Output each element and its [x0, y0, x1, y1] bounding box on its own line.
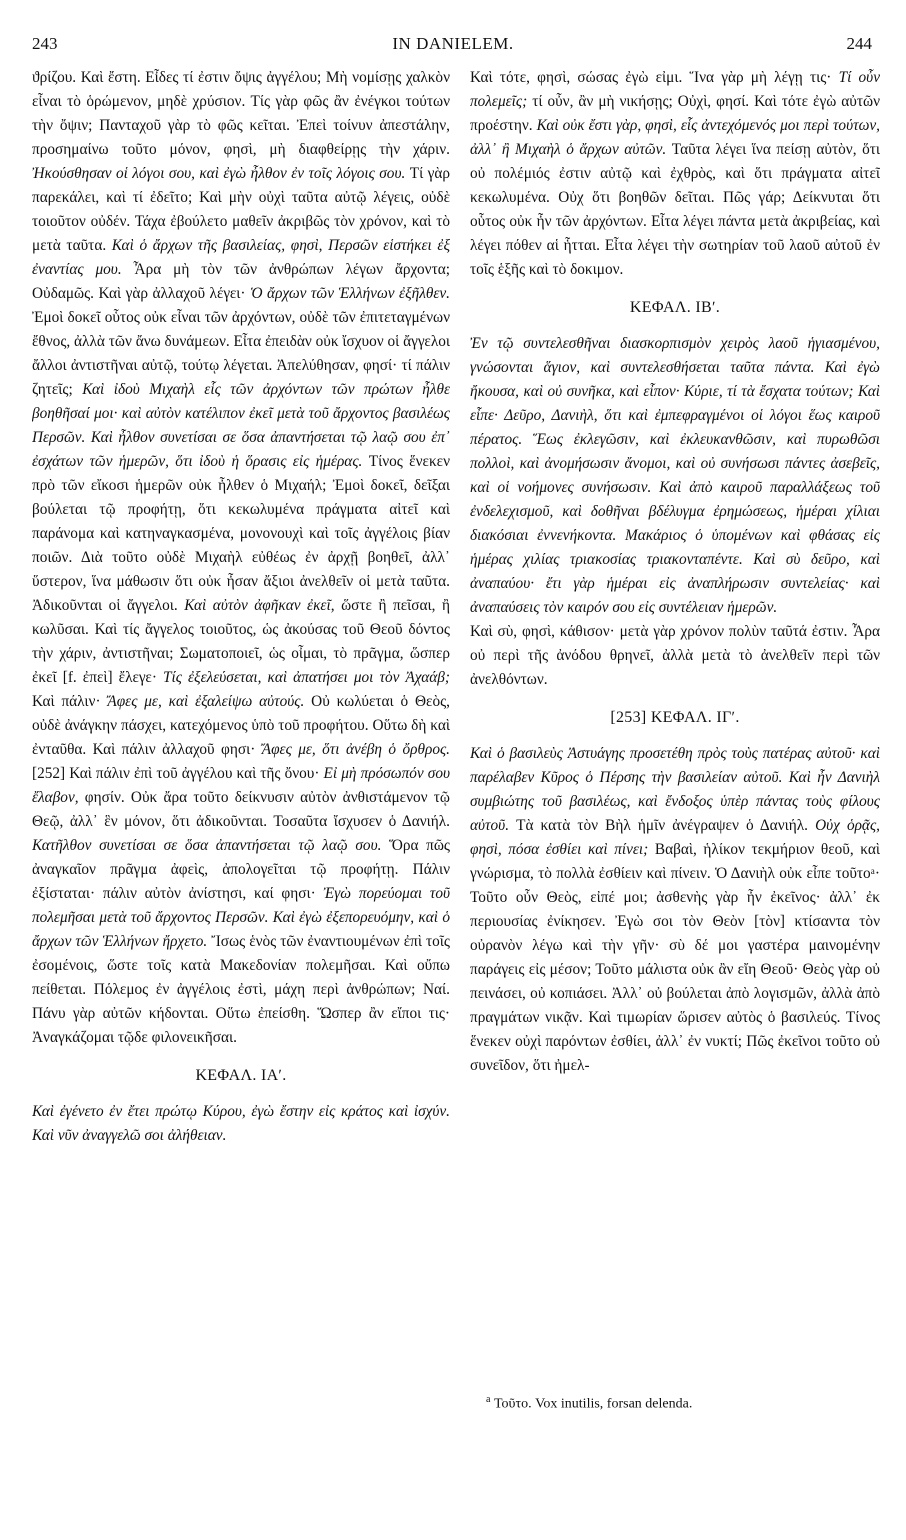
text: Τίνος ἕνεκεν πρὸ τῶν εἴκοσι ἡμερῶν οὐκ ἦλθεν ὁ Μιχαήλ; Ἐμοὶ δοκεῖ, δεῖξαι βούλεται τῷ προφήτῃ, ὅτι κεκωλυμένα πράγματα αἰτεῖ καὶ παράνομα καὶ κατηναγκασμένα, μονονουχὶ καὶ τοῖς ἀγγέλοις βίαν ποιῶν. Διὰ τοῦτο οὐδὲ Μιχαὴλ εὐθέως ἐν ἀρχῇ βοηθεῖ, ἀλλ᾿ ὕστερον, ἵνα μάθωσιν ὅτι οὐκ ἦσαν ἄξιοι ἀνελθεῖν οἱ μετὰ ταῦτα. Ἀδικοῦνται οἱ ἄγγελοι. — [32, 453, 450, 614]
text: Ἆρα μὴ τὸν τῶν ἀνθρώπων λέγων ἄρχοντα; Οὐδαμῶς. Καὶ γὰρ ἀλλαχοῦ λέγει· — [32, 261, 450, 302]
scripture-quote: Τί οὖν πολεμεῖς; — [470, 69, 880, 110]
footnote — [486, 1394, 876, 1413]
text: ὥστε ἢ πεῖσαι, ἢ κωλῦσαι. Καὶ τίς ἄγγελος τοιοῦτος, ὡς ἀκούσας τοῦ Θεοῦ δόντος τὴν χάριν, ἀντιστῆναι; Σωματοποιεῖ, ὡς οἶμαι, τὸ πρᾶγμα, ὥσπερ ἐκεῖ [f. ἐπεὶ] ἔλεγε· — [32, 597, 450, 686]
text: τί οὖν, ἂν μὴ νικήσῃς; Οὐχὶ, φησί. Καὶ τότε ἐγὼ αὐτῶν προέστην. — [470, 93, 880, 134]
left-text-block — [32, 66, 450, 1050]
scripture-quote: Καὶ ὁ ἄρχων τῆς βασιλείας, φησὶ, Περσῶν εἱστήκει ἐξ ἐναντίας μου. — [32, 237, 450, 278]
scripture-quote: Εἰ μὴ πρόσωπόν σου ἔλαβον, — [32, 765, 450, 806]
running-title: IN DANIELEM. — [392, 34, 514, 53]
right-page-number: 244 — [846, 34, 872, 53]
scripture-quote: Τίς ἐξελεύσεται, καὶ ἀπατήσει μοι τὸν Ἀχαάβ; — [162, 669, 450, 686]
running-header — [30, 34, 876, 60]
scripture-quote: Ἄφες με, καὶ ἐξαλείψω αὐτούς. — [107, 693, 312, 710]
text: Οὐ κωλύεται ὁ Θεὸς, οὐδὲ ἀνάγκην πάσχει, κατεχόμενος ὑπὸ τοῦ προφήτου. Οὕτω δὴ καὶ ἐνταῦθα. Καὶ πάλιν ἀλλαχοῦ φησι· — [32, 693, 450, 758]
scripture-quote: Καὶ αὐτὸν ἀφῆκαν ἐκεῖ, — [184, 597, 342, 614]
text: Ἐμοὶ δοκεῖ οὗτος οὐκ εἶναι τῶν ἀρχόντων, οὐδὲ τῶν ἐπιτεταγμένων ἔθνος, ἀλλὰ τῶν ἄνω δυνάμεων. Εἶτα ἐπειδὰν οὐκ ἴσχυον οἱ ἄγγελοι ἄλλοι ἀντιστῆναι αὐτῷ, τούτῳ λέγεται. Ἀπελύθησαν, φησί· τί πάλιν ζητεῖς; — [32, 309, 450, 398]
text: ϑρίζου. Καὶ ἔστη. Εἶδες τί ἐστιν ὄψις ἀγγέλου; Μὴ νομίσῃς χαλκὸν εἶναι τὸ ὁρώμενον, μηδὲ χρύσιον. Τίς γὰρ φῶς ἂν ἐνέγκοι τούτων τὴν ὄψιν; Πανταχοῦ γὰρ τὸ φῶς κεῖται. Ἐπεὶ τοίνυν ἀπεστάλην, προσημαίνω τοῦτο μόνον, φησὶ, μὴ διαφθείρῃς τὴν χάριν. — [32, 69, 450, 158]
scripture-quote: Ἄφες με, ὅτι ἀνέβη ὁ ὄρθρος. — [261, 741, 450, 758]
scripture-quote: Οὐχ ὁρᾷς, φησὶ, πόσα ἐσθίει καὶ πίνει; — [470, 817, 880, 858]
chapter-heading: ΚΕΦΑΛ. ΙΒʹ. — [629, 299, 721, 316]
text: [252] Καὶ πάλιν ἐπὶ τοῦ ἀγγέλου καὶ τῆς ὄνου· — [32, 765, 324, 782]
right-text-block — [470, 742, 880, 1078]
chapter-heading: ΚΕΦΑΛ. ΙΑʹ. — [195, 1067, 287, 1084]
chapter-lemma: Καὶ ὁ βασιλεὺς Ἀστυάγης προσετέθη πρὸς τοὺς πατέρας αὐτοῦ· καὶ παρέλαβεν Κῦρος ὁ Πέρσης τὴν βασιλείαν αὐτοῦ. Καὶ ἦν Δανιὴλ συμβιώτης τοῦ βασιλέως, καὶ ἔνδοξος ὑπὲρ πάντας τοὺς φίλους αὐτοῦ. — [470, 745, 880, 834]
text: φησίν. Οὐκ ἄρα τοῦτο δείκνυσιν αὐτὸν ἀνθιστάμενον τῷ Θεῷ, ἀλλ᾿ ἓν μόνον, ὅτι ἀδικοῦνται. Τοσαῦτα ἴσχυσεν ὁ Δανιήλ. — [32, 789, 450, 830]
text: Τὰ κατὰ τὸν Βὴλ ἡμῖν ἀνέγραψεν ὁ Δανιήλ. — [516, 817, 816, 834]
text: Ταῦτα λέγει ἵνα πείσῃ αὐτὸν, ὅτι οὐ πολέμιός ἐστιν αὐτῷ καὶ ἐχθρὸς, καὶ ὅτι πράγματα αἰτεῖ κεκωλυμένα. Οὐχ ὅτι βοηθῶν δεῖται. Πῶς γάρ; Δείκνυται ὅτι οὗτος οὐκ ἦν τῶν ἀρχόντων. Εἶτα λέγει πάντα μετὰ ἀκριβείας, καὶ λέγει πόθεν αἱ ἧτται. Εἶτα λέγει τὴν σωτηρίαν τοῦ λαοῦ αὐτοῦ ἐν τοῖς ἑξῆς καὶ τὸ δοκιμον. — [470, 141, 880, 278]
scripture-quote: Ἠκούσθησαν οἱ λόγοι σου, καὶ ἐγὼ ἦλθον ἐν τοῖς λόγοις σου. — [32, 165, 410, 182]
right-column — [470, 66, 880, 1456]
text: Ὅρα πῶς ἀναγκαῖον πρᾶγμα ἀφεὶς, ἀπολογεῖται τῷ προφήτῃ. Πάλιν ἐξίσταται· πάλιν αὐτὸν ἀνίστησι, καί φησι· — [32, 837, 450, 902]
chapter-heading: [253] ΚΕΦΑΛ. ΙΓʹ. — [610, 709, 740, 726]
chapter-lemma: Ἐν τῷ συντελεσθῆναι διασκορπισμὸν χειρὸς λαοῦ ἡγιασμένου, γνώσονται ἅγιον, καὶ συντελεσθήσεται ταῦτα πάντα. Καὶ ἐγὼ ἤκουσα, καὶ οὐ συνῆκα, καὶ εἶπον· Κύριε, τί τὰ ἔσχατα τούτων; Καὶ εἶπε· Δεῦρο, Δανιὴλ, ὅτι καὶ ἐμπεφραγμένοι οἱ λόγοι ἕως καιροῦ πέρατος. Ἕως ἐκλεγῶσιν, καὶ ἐκλευκανθῶσιν, καὶ πυρωθῶσι πολλοὶ, καὶ ἀνομήσωσιν ἄνομοι, καὶ οὐ συνήσωσι πάντες ἀσεβεῖς, καὶ οἱ νοήμονες συνήσωσιν. Καὶ ἀπὸ καιροῦ παραλλάξεως τοῦ ἐνδελεχισμοῦ, καὶ δοθῆναι βδέλυγμα ἐρημώσεως, ἡμέραι χίλιαι διακόσιαι ἐννενήκοντα. Μακάριος ὁ ὑπομένων καὶ φθάσας εἰς ἡμέρας χιλίας τριακοσίας τριακονταπέντε. Καὶ σὺ δεῦρο, καὶ ἀναπαύου· ἔτι γὰρ ἡμέραι εἰς ἀναπλήρωσιν συντελείας· καὶ ἀναπαύσεις τὸν καιρόν σου εἰς συντέλειαν ἡμερῶν. — [470, 335, 880, 616]
text: Βαβαὶ, ἡλίκον τεκμήριον θεοῦ, καὶ γνώρισμα, τὸ πολλὰ ἐσθίειν καὶ πίνειν. Ὁ Δανιὴλ οὐκ εἶπε τοῦτοᵃ· Τοῦτο οὖν Θεὸς, εἰπέ μοι; ἀσθενὴς γὰρ ἦν ἐκεῖνος· ἀλλ᾿ ἐκ περιουσίας ἐνίκησεν. Ἐγὼ σοι τὸν Θεὸν [τὸν] κτίσαντα τὸν οὐρανὸν λέγω καὶ τὴν γῆν· σὺ δέ μοι γαστέρα μαινομένην παράγεις εἰς μέσον; Τοῦτο μάλιστα οὐκ ἂν εἴη Θεοῦ· Θεὸς γὰρ οὐ πεινάσει, οὐ κοπιάσει. Ἀλλ᾿ οὐ βούλεται ἀπὸ λογισμῶν, ἀλλὰ ἀπὸ πραγμάτων νικᾷν. Καὶ τιμωρίαν ὥρισεν αὐτὸς ὁ βασιλεύς. Τίνος ἕνεκεν οὐχὶ παρόντων ἐσθίει, ἀλλ᾿ ἐν νυκτί; Πῶς ἐκεῖνοι τοῦτο οὐ συνεῖδον, ὅτι ἠμελ- — [470, 841, 880, 1074]
text: Ἴσως ἑνὸς τῶν ἐναντιουμένων ἐπὶ τοῖς ἐσομένοις, ὥστε τοῖς κατὰ Μακεδονίαν πολεμῆσαι. Καὶ οὔπω πείθεται. Πόλεμος ἐν ἀγγέλοις ἐστὶ, μάχη περὶ ἀνθρώπων; Ναί. Πάνυ γὰρ αὐτῶν κήδονται. Οὕτω ἐπείσθη. Ὥσπερ ἂν εἴποι τις· Ἀναγκάζομαι τῷδε φιλονεικῆσαι. — [32, 933, 450, 1046]
footnote-text: Τοῦτο. Vox inutilis, forsan delenda. — [493, 1396, 693, 1412]
scripture-quote: Ὁ ἄρχων τῶν Ἑλλήνων ἐξῆλθεν. — [250, 285, 450, 302]
left-page-number: 243 — [32, 34, 58, 53]
footnote-marker: a — [486, 1394, 491, 1405]
left-column — [32, 66, 450, 1436]
scripture-quote: Καὶ ἰδοὺ Μιχαὴλ εἷς τῶν ἀρχόντων τῶν πρώτων ἦλθε βοηθῆσαί μοι· καὶ αὐτὸν κατέλιπον ἐκεῖ μετὰ τοῦ ἄρχοντος βασιλέως Περσῶν. Καὶ ἦλθον συνετίσαι σε ὅσα ἀπαντήσεται τῷ λαῷ σου ἐπ᾿ ἐσχάτων τῶν ἡμερῶν, ὅτι ἰδοὺ ἡ ὅρασις εἰς ἡμέρας. — [32, 381, 450, 470]
text: Καὶ τότε, φησὶ, σώσας ἐγὼ εἰμι. Ἵνα γὰρ μὴ λέγῃ τις· — [470, 69, 839, 86]
text: Τί γὰρ παρεκάλει, καὶ τί ἐδεῖτο; Καὶ μὴν οὐχὶ ταῦτα αὐτῷ λέγεις, οὐδὲ τοιοῦτον οὐδέν. Τάχα ἐβούλετο μαθεῖν ἀκριβῶς τὸν χρόνον, καὶ τὸ μετὰ ταῦτα. — [32, 165, 450, 254]
scripture-quote: Ἐγὼ πορεύομαι τοῦ πολεμῆσαι μετὰ τοῦ ἄρχοντος Περσῶν. Καὶ ἐγὼ ἐξεπορευόμην, καὶ ὁ ἄρχων τῶν Ἑλλήνων ἤρχετο. — [32, 885, 450, 950]
text: Καὶ πάλιν· — [32, 693, 108, 710]
commentary-text: Καὶ σὺ, φησὶ, κάθισον· μετὰ γὰρ χρόνον πολὺν ταῦτά ἐστιν. Ἆρα οὐ περὶ τῆς ἀνόδου θρηνεῖ, ἀλλὰ μετὰ τὸ ἀνελθεῖν περὶ τῶν ἀνελθόντων. — [470, 623, 880, 688]
right-text-block — [470, 66, 880, 282]
chapter-lemma: Καὶ ἐγένετο ἐν ἔτει πρώτῳ Κύρου, ἐγὼ ἔστην εἰς κράτος καὶ ἰσχύν. Καὶ νῦν ἀναγγελῶ σοι ἀλήθειαν. — [32, 1103, 450, 1144]
scripture-quote: Καὶ οὐκ ἔστι γὰρ, φησὶ, εἷς ἀντεχόμενός μοι περὶ τούτων, ἀλλ᾿ ἢ Μιχαὴλ ὁ ἄρχων αὐτῶν. — [470, 117, 880, 158]
scripture-quote: Κατῆλθον συνετίσαι σε ὅσα ἀπαντήσεται τῷ λαῷ σου. — [32, 837, 390, 854]
